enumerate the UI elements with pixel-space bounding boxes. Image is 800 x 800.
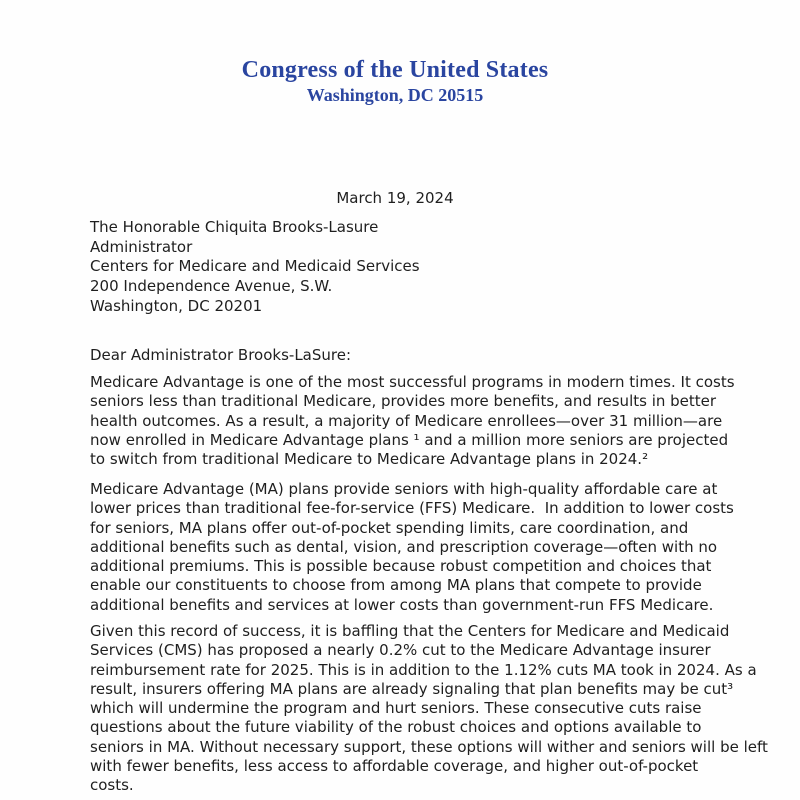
recipient-city: Washington, DC 20201	[90, 296, 263, 315]
paragraph-line: now enrolled in Medicare Advantage plans ¹ and a million more seniors are projected	[90, 430, 729, 449]
paragraph-line: costs.	[90, 776, 134, 795]
paragraph-line: additional benefits such as dental, vision, and prescription coverage—often with no	[90, 537, 718, 556]
recipient-organization: Centers for Medicare and Medicaid Services	[90, 257, 420, 276]
salutation: Dear Administrator Brooks-LaSure:	[90, 346, 352, 364]
paragraph-line: seniors in MA. Without necessary support, these options will wither and seniors will be left	[90, 737, 768, 756]
paragraph-line: for seniors, MA plans offer out-of-pocket spending limits, care coordination, and	[90, 518, 689, 537]
paragraph-line: additional premiums. This is possible because robust competition and choices that	[90, 557, 712, 576]
body-paragraph-3	[90, 622, 768, 796]
paragraph-line: seniors less than traditional Medicare, provides more benefits, and results in better	[90, 392, 717, 411]
letter-date: March 19, 2024	[336, 189, 454, 207]
paragraph-line: Services (CMS) has proposed a nearly 0.2% cut to the Medicare Advantage insurer	[90, 641, 711, 660]
body-paragraph-2	[90, 480, 734, 615]
paragraph-line: reimbursement rate for 2025. This is in addition to the 1.12% cuts MA took in 2024. As a	[90, 660, 757, 679]
letterhead-title: Congress of the United States	[241, 57, 549, 83]
paragraph-line: to switch from traditional Medicare to Medicare Advantage plans in 2024.²	[90, 450, 649, 469]
paragraph-line: result, insurers offering MA plans are already signaling that plan benefits may be cut³	[90, 679, 734, 698]
paragraph-line: questions about the future viability of the robust choices and options available to	[90, 718, 702, 737]
paragraph-line: Medicare Advantage is one of the most successful programs in modern times. It costs	[90, 373, 735, 391]
paragraph-line: additional benefits and services at lower costs than government-run FFS Medicare.	[90, 595, 714, 614]
paragraph-line: health outcomes. As a result, a majority of Medicare enrollees—over 31 million—are	[90, 411, 723, 430]
paragraph-line: Medicare Advantage (MA) plans provide seniors with high-quality affordable care at	[90, 480, 718, 498]
letterhead-address: Washington, DC 20515	[306, 85, 484, 105]
paragraph-line: enable our constituents to choose from among MA plans that compete to provide	[90, 576, 702, 595]
recipient-street: 200 Independence Avenue, S.W.	[90, 277, 333, 296]
recipient-name: The Honorable Chiquita Brooks-Lasure	[90, 218, 379, 236]
recipient-title: Administrator	[90, 237, 193, 256]
paragraph-line: lower prices than traditional fee-for-service (FFS) Medicare. In addition to lower costs	[90, 499, 734, 518]
recipient-block	[90, 218, 420, 317]
paragraph-line: Given this record of success, it is baffling that the Centers for Medicare and Medicaid	[90, 622, 730, 640]
paragraph-line: with fewer benefits, less access to affordable coverage, and higher out-of-pocket	[90, 757, 699, 776]
body-paragraph-1	[90, 373, 735, 469]
paragraph-line: which will undermine the program and hurt seniors. These consecutive cuts raise	[90, 699, 702, 718]
